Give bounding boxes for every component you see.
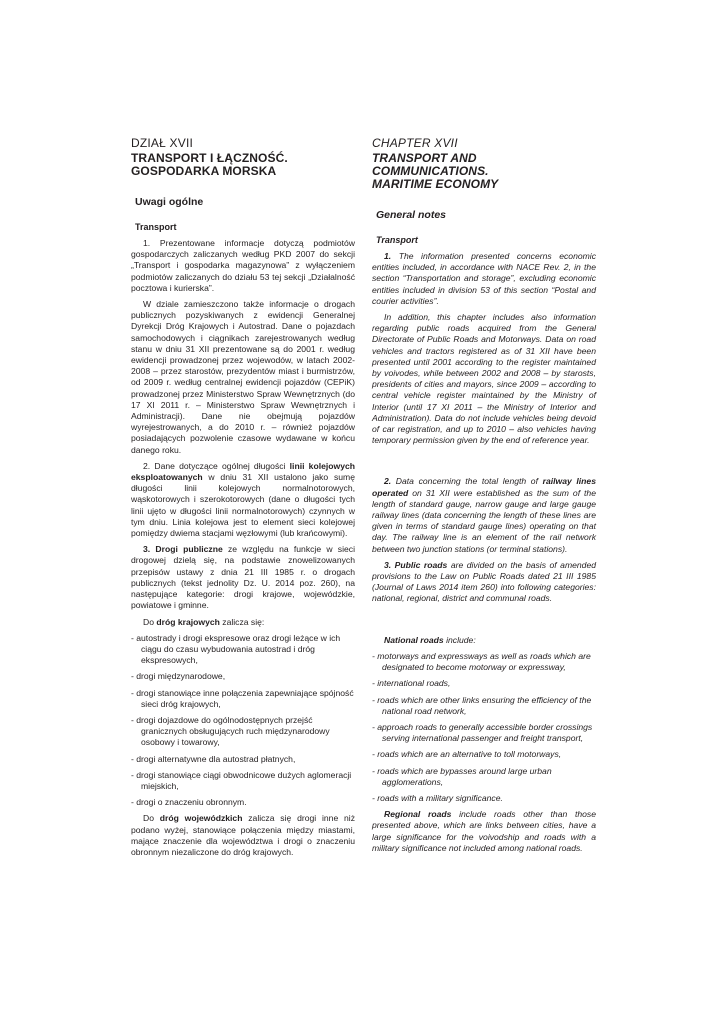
- bold-term: linii kolejowych eksploatowanych: [131, 460, 356, 483]
- paragraph-railways: [372, 476, 596, 554]
- general-notes-heading: Uwagi ogólne: [135, 196, 204, 208]
- text-span: Data concerning the total length of: [391, 476, 543, 487]
- text-span: Do: [143, 813, 160, 824]
- national-roads-list: [131, 633, 355, 809]
- transport-subheading: Transport: [376, 235, 418, 245]
- text-span: are divided on the basis of amended provisions to the Law on Public Roads dated 21 III 1985 (Journal of Laws 2014 item 260) into following categories: national, regional, district and communal roads.: [372, 559, 596, 604]
- text-span: The information presented concerns economic entities included, in accordance with NACE Rev. 2, in the section “Transportation and storage”, excluding economic entities included in division 53 of this section “Postal and courier activities”.: [372, 251, 596, 306]
- bold-term: dróg krajowych: [156, 616, 220, 627]
- text-span: include:: [443, 634, 476, 645]
- text-span: 2. Dane dotyczące ogólnej długości: [143, 460, 290, 471]
- text-span: zalicza się:: [219, 616, 265, 627]
- chapter-label: CHAPTER XVII: [372, 136, 458, 150]
- list-item: - drogi o znaczeniu obronnym.: [131, 797, 247, 808]
- text-span: zalicza się drogi inne niż podano wyżej, stanowiące połączenia między miastami, mające znaczenie dla województwa i drogi o znaczeniu obronnym niezaliczone do dróg krajowych.: [131, 813, 355, 857]
- national-roads-list: [372, 651, 596, 804]
- bold-term: dróg wojewódzkich: [159, 813, 243, 824]
- list-item: - approach roads to generally accessible border crossings serving international passenger and freight transport,: [372, 721, 593, 744]
- list-item: - drogi stanowiące ciągi obwodnicowe dużych aglomeracji miejskich,: [131, 769, 352, 791]
- chapter-title-line-1: TRANSPORT AND COMMUNICATIONS.: [372, 151, 489, 178]
- chapter-title-line-2: MARITIME ECONOMY: [372, 177, 499, 191]
- bold-number: 2.: [384, 476, 392, 487]
- paragraph-regional-roads: [372, 809, 596, 854]
- chapter-title-line-1: TRANSPORT I ŁĄCZNOŚĆ.: [131, 151, 288, 165]
- list-item: - drogi międzynarodowe,: [131, 671, 226, 682]
- list-item: - roads which are other links ensuring the efficiency of the national road network,: [372, 694, 592, 716]
- text-span: Do: [143, 616, 157, 627]
- paragraph-public-roads: [372, 560, 596, 605]
- paragraph-2: In addition, this chapter includes also information regarding public roads acquired from the General Directorate of Public Roads and Motorways. Data on road vehicles and tractors registered as of 31 XII have been presented until 2001 according to the register maintained by voivodes, while between 2002 and 2008 – by starosts, presidents of cities and mayors, since 2009 – according to central vehicle register maintained by the Ministry of Interior (until 17 XI 2011 – the Ministry of Interior and Administration). Data do not include vehicles being devoid of car registration, and up to 2010 – also vehicles having temporary permission given by the end of reference year.: [372, 312, 596, 446]
- chapter-label: DZIAŁ XVII: [131, 136, 194, 150]
- paragraph-public-roads: [131, 544, 355, 611]
- paragraph-1: [372, 251, 596, 307]
- paragraph-national-roads-intro: [372, 635, 596, 646]
- bold-number: 3.: [143, 544, 156, 555]
- list-item: - roads which are bypasses around large urban agglomerations,: [372, 765, 552, 787]
- paragraph-1: 1. Prezentowane informacje dotyczą podmiotów gospodarczych zaliczanych według PKD 2007 do sekcji „Transport i gospodarka magazynowa” z wyłączeniem podmiotów zaliczanych do działu 53 tej sekcji „Działalność pocztowa i kurierska”.: [131, 238, 355, 293]
- list-item: - drogi dojazdowe do ogólnodostępnych przejść granicznych obsługujących ruch międzynarodowy osobowy i towarowy,: [131, 714, 330, 748]
- text-span: ze względu na funkcje w sieci drogowej dzielą się, na podstawie znowelizowanych przepisów ustawy z dnia 21 III 1985 r. o drogach publicznych (tekst jednolity Dz. U. 2014 poz. 260), na następujące kategorie: drogi krajowe, wojewódzkie, powiatowe i gminne.: [131, 544, 355, 611]
- bold-number: 1.: [384, 251, 392, 261]
- list-item: - roads with a military significance.: [372, 792, 503, 803]
- list-item: - international roads,: [372, 678, 451, 689]
- list-item: - roads which are an alternative to toll motorways,: [372, 749, 562, 760]
- text-span: on 31 XII were established as the sum of the length of standard gauge, narrow gauge and large gauge railway lines (data concerning the length of these lines are given in terms of standard gauge lines) operating on that day. The railway line is an element of the rail network between two junction stations (or terminal stations).: [372, 487, 596, 554]
- list-item: - autostrady i drogi ekspresowe oraz drogi leżące w ich ciągu do czasu wybudowania autostrad i dróg ekspresowych,: [131, 632, 341, 666]
- english-column: [372, 136, 596, 854]
- list-item: - motorways and expressways as well as roads which are designated to become motorway or expressway,: [372, 650, 591, 673]
- paragraph-2: W dziale zamieszczono także informacje o drogach publicznych pozyskiwanych z ewidencji Generalnej Dyrekcji Dróg Krajowych i Autostrad. Dane o pojazdach samochodowych i ciągnikach zarejestrowanych według stanu w dniu 31 XII prezentowane są do 2001 r. według ewidencji prowadzonej przez wojewodów, w latach 2002-2008 – przez starostów, prezydentów miast i burmistrzów, od 2009 r. według centralnej ewidencji pojazdów (CEPiK) prowadzonej przez Ministerstwo Spraw Wewnętrznych (do 17 XI 2011 r. – Ministerstwo Spraw Wewnętrznych i Administracji). Dane nie obejmują pojazdów wyrejestrowanych, a do 2010 r. – również pojazdów posiadających pozwolenie czasowe wydawane w końcu danego roku.: [131, 299, 355, 455]
- paragraph-railways: [131, 461, 355, 539]
- bold-term: Regional roads: [384, 809, 452, 820]
- chapter-title-line-2: GOSPODARKA MORSKA: [131, 164, 277, 178]
- general-notes-heading: General notes: [376, 209, 447, 221]
- text-span: w dniu 31 XII ustalono jako sumę długości linii kolejowych normalnotorowych, wąskotorowych i szerokotorowych (dane o długości tych linii ujęto w długości linii normalnotorowych) czynnych w tym dniu. Linia kolejowa jest to element sieci kolejowej pomiędzy dwiema stacjami węzłowymi (lub krańcowymi).: [131, 472, 355, 539]
- bold-term: Drogi publiczne: [155, 544, 223, 555]
- transport-subheading: Transport: [135, 222, 177, 232]
- text-span: include roads other than those presented above, which are links between cities, have a large significance for the voivodship and roads with a military significance not included among national roads.: [372, 809, 596, 853]
- bold-term: National roads: [384, 634, 444, 645]
- paragraph-national-roads-intro: [131, 617, 355, 628]
- polish-column: [131, 136, 355, 858]
- bold-term: railway lines operated: [372, 476, 596, 498]
- list-item: - drogi alternatywne dla autostrad płatnych,: [131, 753, 296, 764]
- paragraph-regional-roads: [131, 813, 355, 858]
- bold-term: 3. Public roads: [384, 559, 448, 570]
- list-item: - drogi stanowiące inne połączenia zapewniające spójność sieci dróg krajowych,: [131, 687, 354, 709]
